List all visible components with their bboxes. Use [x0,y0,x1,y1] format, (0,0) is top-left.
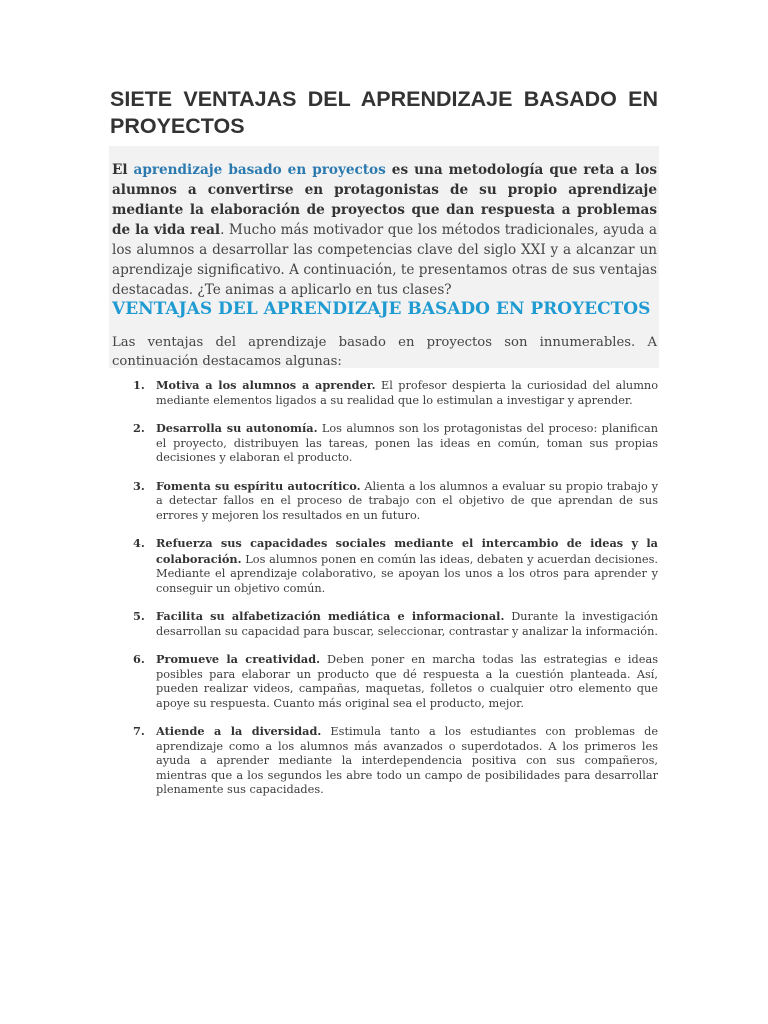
intro-link[interactable]: aprendizaje basado en proyectos [133,162,386,178]
item-text: Durante la investigación desarrollan su capacidad para buscar, seleccionar, contrastar y analizar la información. [156,610,658,638]
item-number: 6. [133,652,145,666]
item-number: 7. [133,724,145,738]
list-item [120,724,658,798]
section-heading: VENTAJAS DEL APRENDIZAJE BASADO EN PROYECTOS [112,299,651,319]
list-item [120,652,658,711]
list-item [120,479,658,524]
item-title: Fomenta su espíritu autocrítico. [156,478,361,493]
item-title: Motiva a los alumnos a aprender. [156,378,376,392]
item-text: Estimula tanto a los estudiantes con problemas de aprendizaje como a los alumnos más avanzados o superdotados. A los primeros les ayuda a aprender mediante la interdependencia positiva con sus compañeros, mientras que a los segundos les abre todo un campo de posibilidades para desarrollar plenamente sus capacidades. [156,725,658,796]
page-title: SIETE VENTAJAS DEL APRENDIZAJE BASADO EN PROYECTOS [110,87,658,138]
item-number: 4. [133,536,145,550]
item-title: Refuerza sus capacidades sociales mediante el intercambio de ideas y la colaboración. [156,536,658,566]
intro-lead-word: El [112,162,134,178]
item-title: Promueve la creatividad. [156,652,321,666]
intro-paragraph [112,160,657,300]
advantages-list [120,378,658,811]
item-number: 5. [133,609,145,623]
intro-bold-text: es una metodología que reta a los alumnos a convertirse en protagonistas de su propio aprendizaje mediante la elaboración de proyectos que dan respuesta a problemas de la vida real [112,162,658,238]
item-number: 2. [133,421,145,435]
intro-rest-text: . Mucho más motivador que los métodos tradicionales, ayuda a los alumnos a desarrollar las competencias clave del siglo XXI y a alcanzar un aprendizaje significativo. A continuación, te presentamos otras de sus ventajas destacadas. ¿Te animas a aplicarlo en tus clases? [112,222,657,298]
item-text: Deben poner en marcha todas las estrategias e ideas posibles para elaborar un producto que dé respuesta a la cuestión planteada. Así, pueden realizar videos, campañas, maquetas, folletos o cualquier otro elemento que apoye su respuesta. Cuanto más original sea el producto, mejor. [156,653,658,710]
item-text: El profesor despierta la curiosidad del alumno mediante elementos ligados a su realidad que lo estimulan a investigar y aprender. [156,379,658,407]
section-lead: Las ventajas del aprendizaje basado en proyectos son innumerables. A continuación destacamos algunas: [112,335,657,369]
list-item [120,421,658,466]
list-item [120,536,658,596]
list-item [120,378,658,408]
item-text: Los alumnos son los protagonistas del proceso: planifican el proyecto, distribuyen las tareas, ponen las ideas en común, toman sus propias decisiones y elaboran el producto. [156,422,658,464]
item-title: Desarrolla su autonomía. [156,421,318,435]
item-number: 3. [133,478,145,493]
item-title: Facilita su alfabetización mediática e informacional. [156,609,505,623]
item-text: Alienta a los alumnos a evaluar su propio trabajo y a detectar fallos en el proceso de trabajo con el objetivo de que aprendan de sus errores y mejoren los resultados en un futuro. [156,479,658,522]
list-item [120,609,658,639]
item-title: Atiende a la diversidad. [156,724,322,738]
item-number: 1. [133,378,145,392]
item-text: Los alumnos ponen en común las ideas, debaten y acuerdan decisiones. Mediante el aprendizaje colaborativo, se apoyan los unos a los otros para aprender y conseguir un objetivo común. [156,552,658,595]
